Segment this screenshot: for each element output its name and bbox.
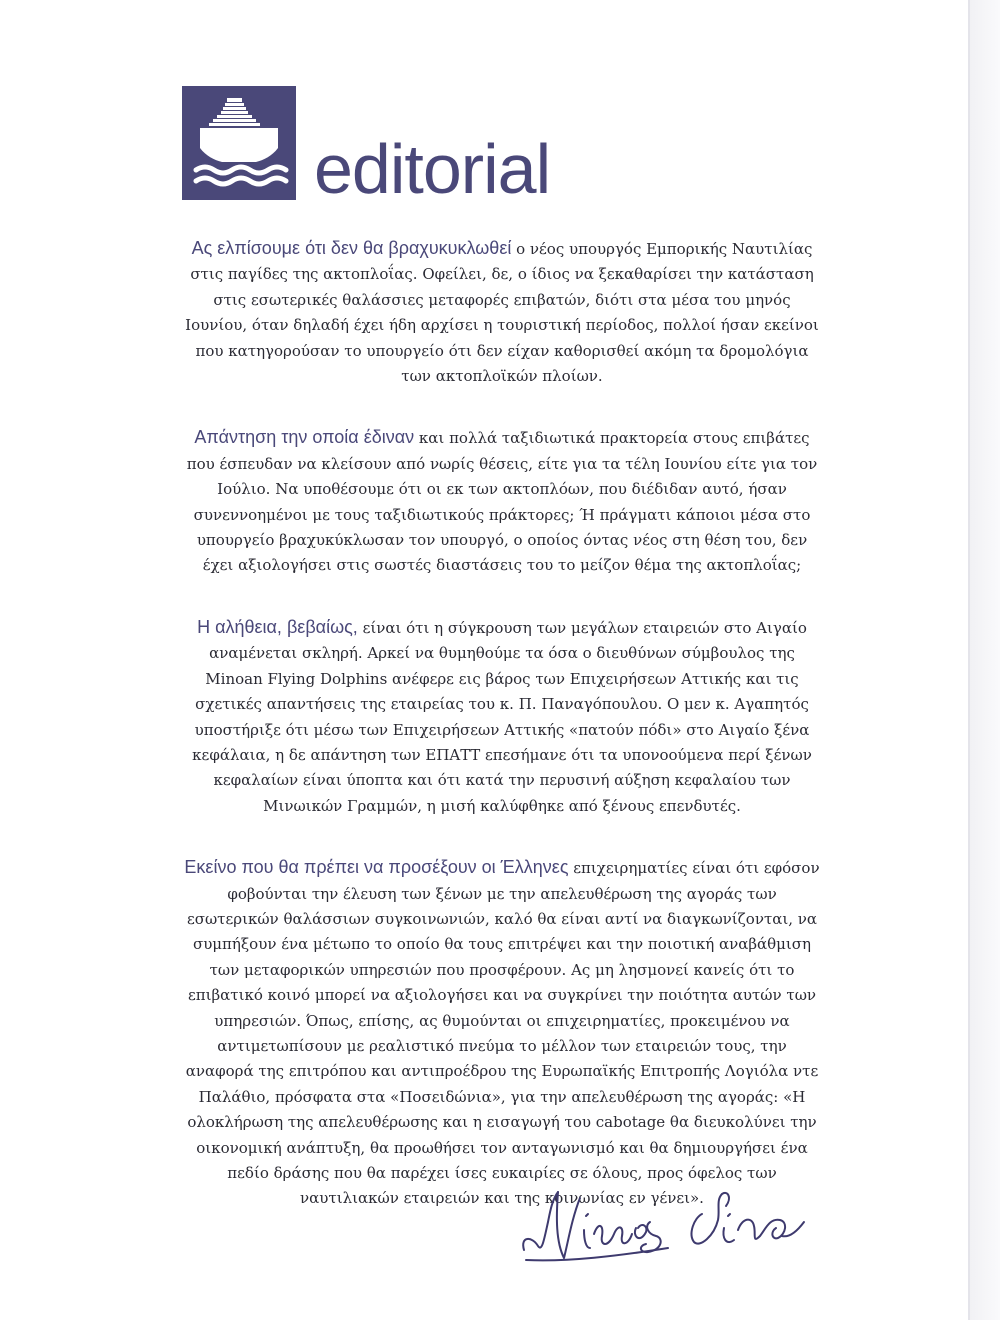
article-paragraph [182,855,822,1212]
paragraph-text: είναι ότι η σύγκρουση των μεγάλων εταιρειών στο Αιγαίο αναμένεται σκληρή. Αρκεί να θυμηθούμε τα όσα ο διευθύνων σύμβουλος της Minoan Flying Dolphins ανέφερε εις βάρος των Επιχειρήσεων Αττικής και τις σχετικές απαντήσεις της εταιρείας του κ. Π. Παναγόπουλου. Ο μεν κ. Αγαπητός υποστήριξε ότι μέσω των Επιχειρήσεων Αττικής «πατούν πόδι» στο Αιγαίο ξένα κεφάλαια, η δε απάντηση των ΕΠΑΤΤ επεσήμανε ότι τα υπονοούμενα περί ξένων κεφαλαίων είναι ύποπτα και ότι κατά την περυσινή αύξηση κεφαλαίου των Μινωικών Γραμμών, η μισή καλύφθηκε από ξένους επενδυτές. [192,618,812,815]
article-paragraph [182,425,822,578]
page-title: editorial [314,130,551,208]
page-edge-shadow [970,0,1000,1320]
handwritten-signature-icon [508,1178,828,1288]
article-paragraph [182,615,822,819]
paragraph-text: επιχειρηματίες είναι ότι εφόσον φοβούνται την έλευση των ξένων με την απελευθέρωση της αγοράς των εσωτερικών θαλάσσιων συγκοινωνιών, καλό θα είναι αντί να διαγκωνίζονται, να συμπήξουν ένα μέτωπο το οποίο θα τους επιτρέψει και την ποιοτική αναβάθμιση των μεταφορικών υπηρεσιών που προσφέρουν. Ας μη λησμονεί κανείς ότι το επιβατικό κοινό μπορεί να αξιολογήσει και να συγκρίνει την ποιότητα αυτών των υπηρεσιών. Όπως, επίσης, ας θυμούνται οι επιχειρηματίες, προκειμένου να αντιμετωπίσουν με ρεαλιστικό πνεύμα το μέλλον των εταιρειών τους, την αναφορά της επιτρόπου και αντιπροέδρου της Ευρωπαϊκής Επιτροπής Λογιόλα ντε Παλάθιο, πρόσφατα στα «Ποσειδώνια», για την απελευθέρωση της αγοράς: «Η ολοκλήρωση της απελευθέρωσης και η εισαγωγή του cabotage θα διευκολύνει την οικονομική ανάπτυξη, θα προωθήσει τον ανταγωνισμό και θα δημιουργήσει ένα πεδίο δράσης που θα παρέχει ίσες ευκαιρίες σε όλους, προς όφελος των ναυτιλιακών εταιρειών και της κοινωνίας εν γένει». [185,859,820,1208]
paragraph-text: ο νέος υπουργός Εμπορικής Ναυτιλίας στις παγίδες της ακτοπλοΐας. Οφείλει, δε, ο ίδιος να ξεκαθαρίσει την κατάσταση στις εσωτερικές θαλάσσιες μεταφορές επιβατών, διότι στα μέσα του μηνός Ιουνίου, όταν δηλαδή έχει ήδη αρχίσει η τουριστική περίοδος, πολλοί ήσαν εκείνοι που κατηγορούσαν το υπουργείο ότι δεν είχαν καθορισθεί ακόμη τα δρομολόγια των ακτοπλοϊκών πλοίων. [185,240,819,386]
paragraph-lead: Η αλήθεια, βεβαίως, [197,616,358,637]
paragraph-lead: Ας ελπίσουμε ότι δεν θα βραχυκυκλωθεί [191,238,512,258]
paragraph-lead: Απάντηση την οποία έδιναν [194,427,415,448]
ship-icon [182,86,296,200]
paragraph-text: και πολλά ταξιδιωτικά πρακτορεία στους επιβάτες που έσπευδαν να κλείσουν από νωρίς θέσεις, είτε για τα τέλη Ιουνίου είτε για τον Ιούλιο. Να υποθέσουμε ότι οι εκ των ακτοπλόων, που διέδιδαν αυτό, ήσαν συνεννοημένοι με τους ταξιδιωτικούς πράκτορες; Ή πράγματι κάποιοι μέσα στο υπουργείο βραχυκύκλωσαν τον υπουργό, ο οποίος όντας νέος στη θέση του, δεν έχει αξιολογήσει στις σωστές διαστάσεις του το μείζον θέμα της ακτοπλοΐας; [186,429,818,575]
editorial-article [182,236,822,1248]
signature [508,1178,828,1288]
masthead [182,80,551,208]
article-paragraph [182,236,822,389]
logo-box [182,86,296,200]
paragraph-lead: Εκείνο που θα πρέπει να προσέξουν οι Έλληνες [184,857,569,878]
